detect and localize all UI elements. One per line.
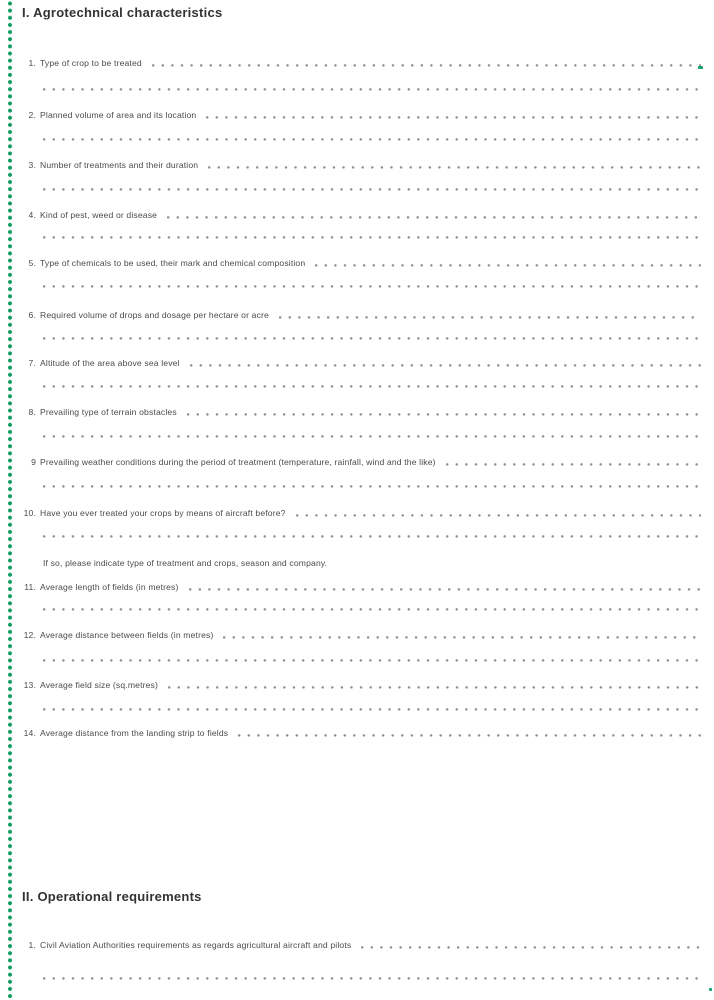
question-label: Average length of fields (in metres)	[40, 582, 179, 592]
dotted-leader	[296, 514, 701, 517]
question-label: Required volume of drops and dosage per hectare or acre	[40, 310, 269, 320]
form-question-row	[20, 508, 701, 518]
form-question-row	[20, 680, 701, 690]
form-question-row	[20, 582, 701, 592]
question-number: 6.	[28, 310, 36, 320]
dotted-leader	[361, 946, 701, 949]
form-question-row	[20, 310, 701, 320]
dotted-answer-line[interactable]	[43, 977, 700, 980]
dotted-answer-line[interactable]	[43, 385, 700, 388]
dotted-answer-line[interactable]	[43, 659, 700, 662]
stray-green-mark-right-edge	[698, 66, 703, 69]
question-number: 14.	[23, 728, 36, 738]
form-question-row	[20, 358, 701, 368]
question-label: Have you ever treated your crops by means of aircraft before?	[40, 508, 286, 518]
question-number: 1.	[28, 940, 36, 950]
question-number: 2.	[28, 110, 36, 120]
question-label: Average distance from the landing strip to fields	[40, 728, 229, 738]
form-question-row	[20, 457, 701, 467]
question-label: Civil Aviation Authorities requirements as regards agricultural aircraft and pilots	[40, 940, 352, 950]
question-number: 3.	[28, 160, 36, 170]
question-number: 5.	[28, 258, 36, 268]
question-label: Prevailing weather conditions during the period of treatment (temperature, rainfall, wind and the like)	[40, 457, 436, 467]
question-number: 13.	[23, 680, 36, 690]
dotted-leader	[167, 216, 701, 219]
dotted-leader	[187, 413, 701, 416]
question-label: Number of treatments and their duration	[40, 160, 199, 170]
question-label: Type of chemicals to be used, their mark and chemical composition	[40, 258, 306, 268]
question-number: 7.	[28, 358, 36, 368]
form-question-row	[20, 58, 701, 68]
form-question-row	[20, 940, 701, 950]
question-number: 9	[31, 457, 36, 467]
dotted-leader	[279, 316, 701, 319]
question-number: 4.	[28, 210, 36, 220]
dotted-leader	[189, 588, 701, 591]
dotted-answer-line[interactable]	[43, 88, 700, 91]
dotted-answer-line[interactable]	[43, 285, 700, 288]
question-number: 1.	[28, 58, 36, 68]
question-number: 8.	[28, 407, 36, 417]
dotted-leader	[223, 636, 701, 639]
dotted-leader	[152, 64, 701, 67]
section-2-title: II. Operational requirements	[22, 889, 202, 904]
dotted-answer-line[interactable]	[43, 188, 700, 191]
question-note: If so, please indicate type of treatment and crops, season and company.	[43, 558, 328, 568]
question-label: Planned volume of area and its location	[40, 110, 197, 120]
dotted-answer-line[interactable]	[43, 236, 700, 239]
form-question-row	[20, 110, 701, 120]
section-1-title: I. Agrotechnical characteristics	[22, 5, 223, 20]
question-number: 12.	[23, 630, 36, 640]
question-label: Altitude of the area above sea level	[40, 358, 180, 368]
form-question-row	[20, 407, 701, 417]
dotted-leader	[238, 734, 701, 737]
left-perforation-dots	[7, 0, 13, 1000]
question-number: 10.	[23, 508, 36, 518]
question-label: Type of crop to be treated	[40, 58, 142, 68]
dotted-answer-line[interactable]	[43, 435, 700, 438]
question-label: Prevailing type of terrain obstacles	[40, 407, 177, 417]
dotted-answer-line[interactable]	[43, 485, 700, 488]
form-question-row	[20, 728, 701, 738]
dotted-leader	[446, 463, 701, 466]
form-question-row	[20, 258, 701, 268]
dotted-answer-line[interactable]	[43, 138, 700, 141]
question-label: Kind of pest, weed or disease	[40, 210, 158, 220]
dotted-leader	[208, 166, 701, 169]
dotted-answer-line[interactable]	[43, 337, 700, 340]
stray-green-mark-bottom-right	[709, 988, 712, 991]
dotted-leader	[190, 364, 701, 367]
dotted-leader	[168, 686, 701, 689]
form-question-row	[20, 630, 701, 640]
form-question-row	[20, 210, 701, 220]
dotted-answer-line[interactable]	[43, 535, 700, 538]
question-label: Average field size (sq.metres)	[40, 680, 159, 690]
dotted-leader	[315, 264, 701, 267]
form-question-row	[20, 160, 701, 170]
dotted-leader	[206, 116, 701, 119]
question-number: 11.	[24, 582, 36, 592]
dotted-answer-line[interactable]	[43, 708, 700, 711]
question-label: Average distance between fields (in metres)	[40, 630, 214, 640]
dotted-answer-line[interactable]	[43, 608, 700, 611]
